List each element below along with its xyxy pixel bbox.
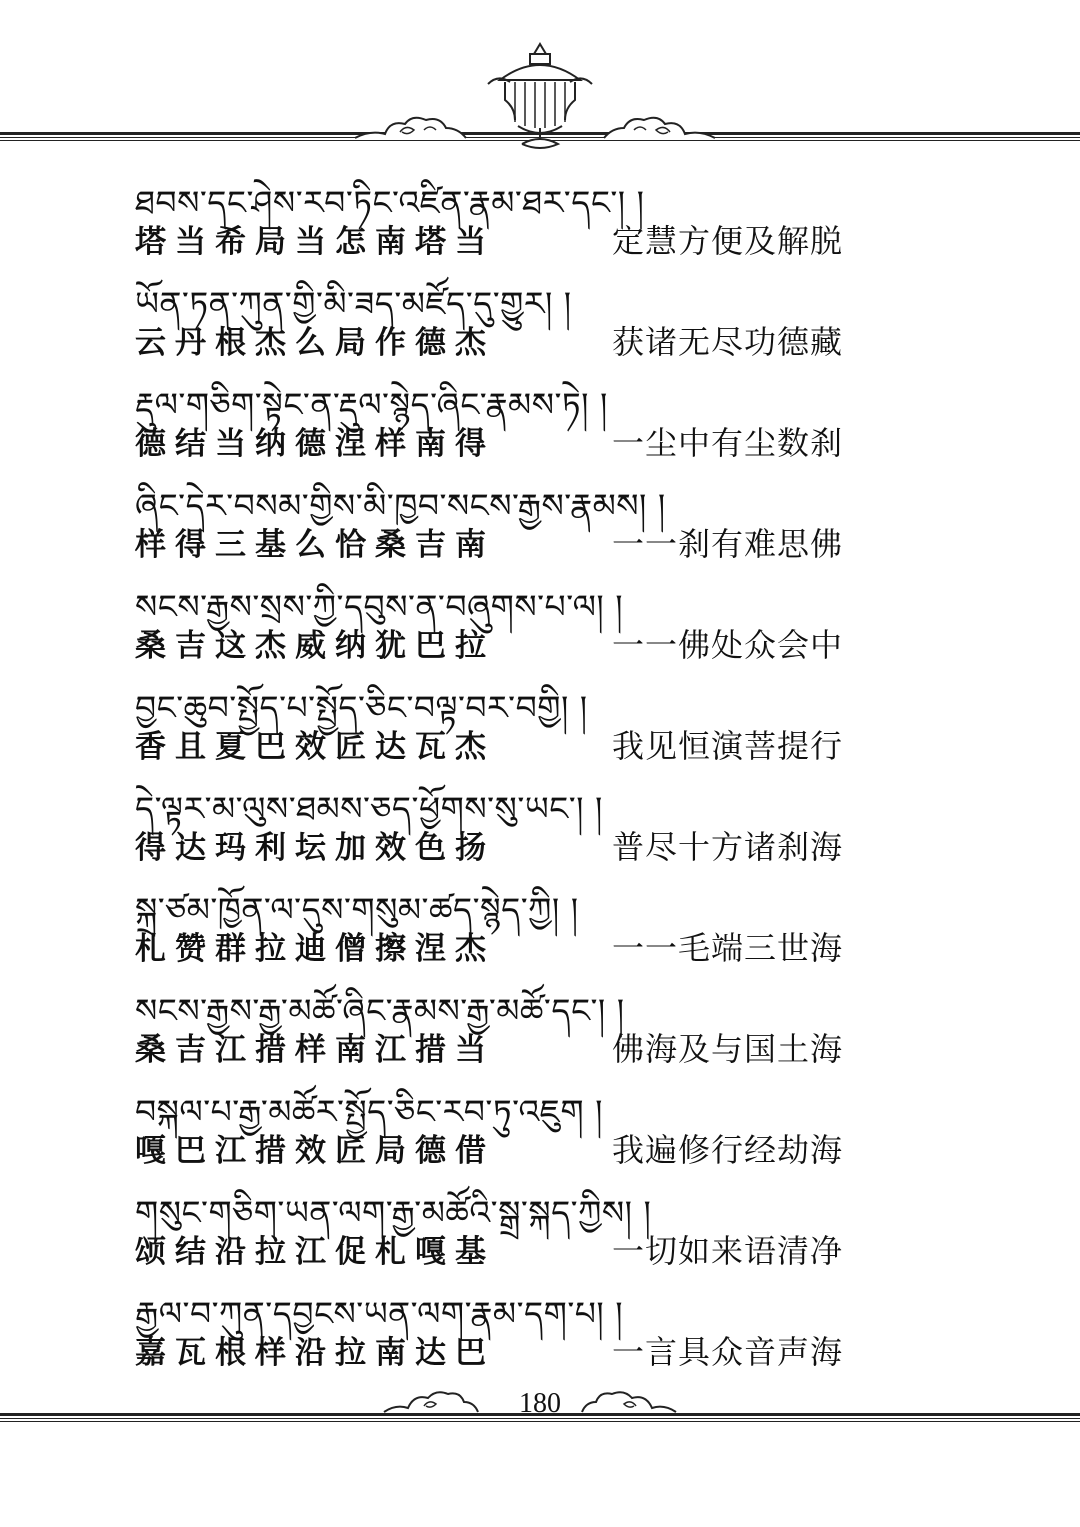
transliteration-line: 塔当希局当怎南塔当 [135,224,495,260]
verse-4 [0,463,1080,564]
chinese-line: 我见恒演菩提行 [612,727,844,765]
transliteration-line: 桑吉这杰威纳犹巴拉 [135,628,495,664]
verse-12 [0,1271,1080,1372]
tibetan-line: རྡུལ་གཅིག་སྟེང་ན་རྡུལ་སྙེད་ཞིང་རྣམས་ཏེ། ། [135,385,608,424]
verse-2 [0,261,1080,362]
tibetan-line: སངས་རྒྱས་སྲས་ཀྱི་དབུས་ན་བཞུགས་པ་ལ། ། [135,587,624,626]
tibetan-line: ཐབས་དང་ཤེས་རབ་ཏིང་འཛིན་རྣམ་ཐར་དང་། ། [135,183,645,222]
chinese-line: 一切如来语清净 [612,1232,844,1270]
tibetan-line: སྐྲ་ཙམ་ཁྱོན་ལ་དུས་གསུམ་ཚད་སྙེད་ཀྱི། ། [135,890,579,929]
verse-list [0,160,1080,1372]
verse-1 [0,160,1080,261]
tibetan-line: ཡོན་ཏན་ཀུན་གྱི་མི་ཟད་མཛོད་དུ་གྱུར། ། [135,284,572,323]
verse-11 [0,1170,1080,1271]
tibetan-line: གསུང་གཅིག་ཡན་ལག་རྒྱ་མཚོའི་སྒྲ་སྐད་ཀྱིས། ། [135,1193,652,1232]
transliteration-line: 样得三基么恰桑吉南 [135,527,495,563]
chinese-line: 获诸无尽功德藏 [612,323,844,361]
tibetan-line: སངས་རྒྱས་རྒྱ་མཚོ་ཞིང་རྣམས་རྒྱ་མཚོ་དང་། ། [135,991,625,1030]
tibetan-line: དེ་ལྟར་མ་ལུས་ཐམས་ཅད་ཕྱོགས་སུ་ཡང་། ། [135,789,603,828]
transliteration-line: 颂结沿拉江促札嘎基 [135,1234,495,1270]
verse-3 [0,362,1080,463]
transliteration-line: 嘉瓦根样沿拉南达巴 [135,1335,495,1371]
chinese-line: 一尘中有尘数刹 [612,424,844,462]
tibetan-line: རྒྱལ་བ་ཀུན་དབྱངས་ཡན་ལག་རྣམ་དག་པ། ། [135,1294,624,1333]
transliteration-line: 云丹根杰么局作德杰 [135,325,495,361]
cloud-scroll-left-icon [350,110,470,144]
chinese-line: 一一毛端三世海 [612,929,844,967]
verse-8 [0,867,1080,968]
verse-9 [0,968,1080,1069]
tibetan-line: བྱང་ཆུབ་སྤྱོད་པ་སྤྱོད་ཅིང་བལྟ་བར་བགྱི། ། [135,688,588,727]
cloud-scroll-right-icon [580,1386,680,1416]
verse-6 [0,665,1080,766]
page-footer [0,1380,1080,1440]
transliteration-line: 嘎巴江措效匠局德借 [135,1133,495,1169]
transliteration-line: 桑吉江措样南江措当 [135,1032,495,1068]
transliteration-line: 得达玛利坛加效色扬 [135,830,495,866]
chinese-line: 定慧方便及解脱 [612,222,844,260]
chinese-line: 一一佛处众会中 [612,626,844,664]
chinese-line: 一言具众音声海 [612,1333,844,1371]
transliteration-line: 札赞群拉迪僧擦涅杰 [135,931,495,967]
page-header [0,40,1080,160]
footer-rule-thin-2 [0,1421,1080,1422]
parasol-ornament-icon [470,40,610,155]
chinese-line: 我遍修行经劫海 [612,1131,844,1169]
tibetan-line: བསྐལ་པ་རྒྱ་མཚོར་སྤྱོད་ཅིང་རབ་ཏུ་འཇུག ། [135,1092,603,1131]
verse-5 [0,564,1080,665]
verse-10 [0,1069,1080,1170]
cloud-scroll-right-icon [600,110,720,144]
chinese-line: 普尽十方诸刹海 [612,828,844,866]
transliteration-line: 香且夏巴效匠达瓦杰 [135,729,495,765]
page-number: 180 [519,1388,561,1419]
tibetan-line: ཞིང་དེར་བསམ་གྱིས་མི་ཁྱབ་སངས་རྒྱས་རྣམས། ། [135,486,666,525]
chinese-line: 佛海及与国土海 [612,1030,844,1068]
chinese-line: 一一刹有难思佛 [612,525,844,563]
verse-7 [0,766,1080,867]
transliteration-line: 德结当纳德涅样南得 [135,426,495,462]
